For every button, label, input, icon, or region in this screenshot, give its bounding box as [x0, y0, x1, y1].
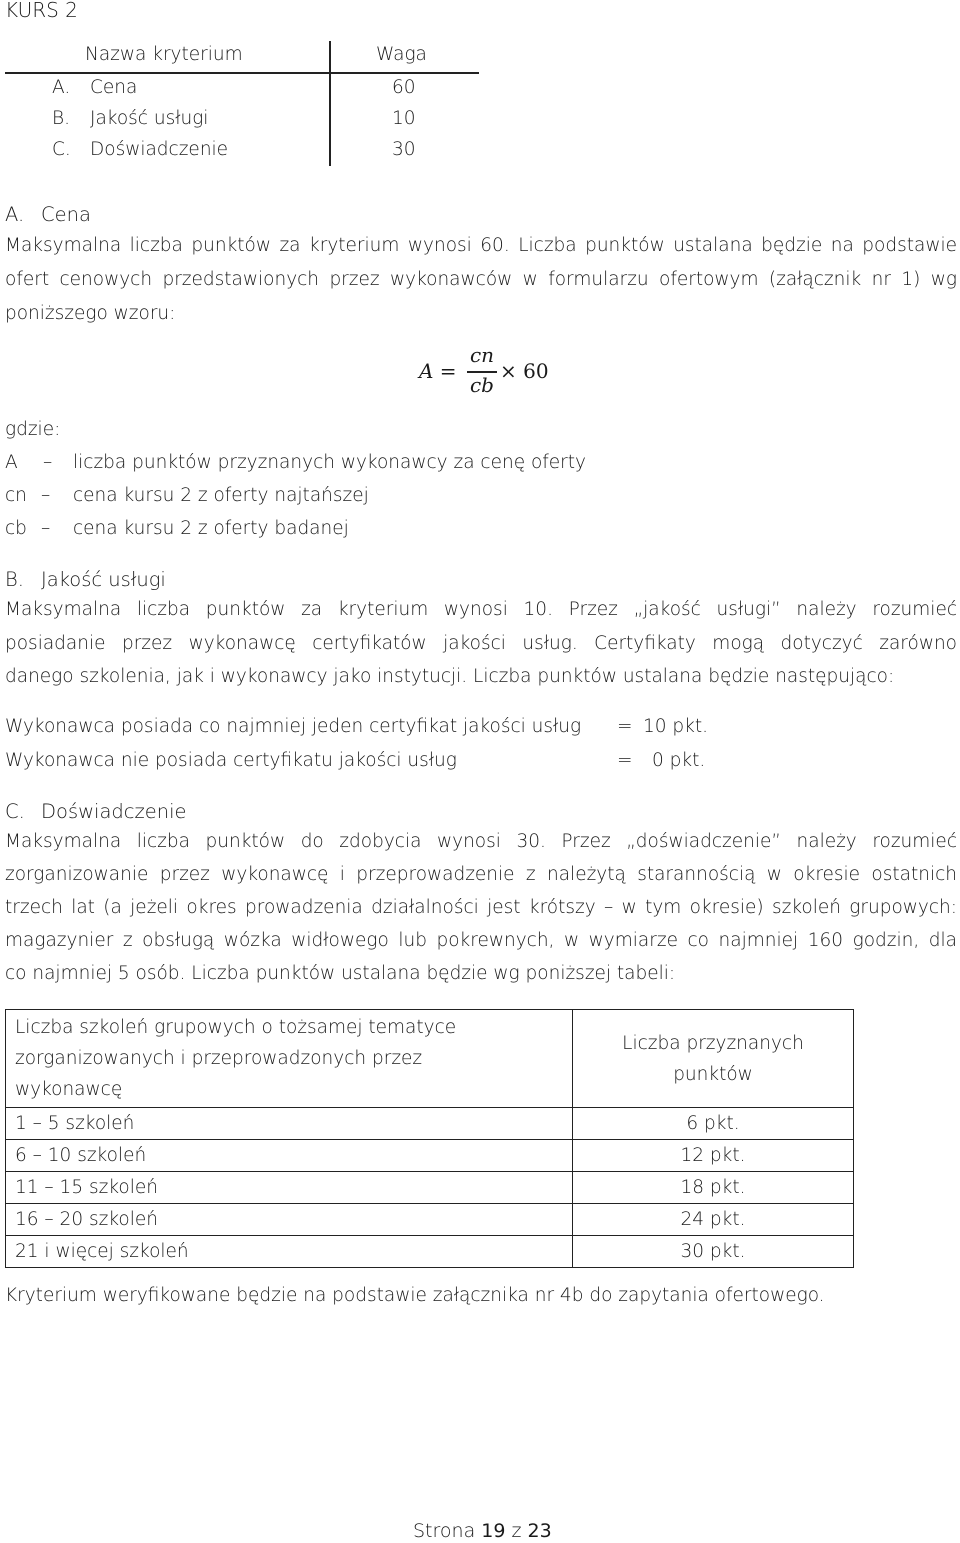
definition-text: cena kursu 2 z oferty najtańszej: [73, 485, 369, 506]
table-header-cell: [6, 1010, 573, 1108]
section-b-paragraph-line: danego szkolenia, jak i wykonawcy jako instytucji. Liczba punktów ustalana będzie następująco:: [5, 666, 895, 687]
criteria-column-divider: [329, 41, 331, 166]
quality-rule-eq: =: [617, 716, 633, 737]
table-row: [6, 1108, 854, 1140]
definition-text: cena kursu 2 z oferty badanej: [73, 518, 349, 539]
definition-dash: –: [41, 485, 51, 506]
page-title: KURS 2: [5, 0, 78, 22]
experience-points-table: [5, 1009, 854, 1268]
table-row: [6, 1140, 854, 1172]
formula-numerator: cn: [469, 343, 495, 367]
definition-symbol: A: [5, 452, 18, 473]
table-header-cell: [573, 1010, 854, 1108]
where-label: gdzie:: [5, 419, 61, 440]
quality-rule-text: Wykonawca posiada co najmniej jeden certyfikat jakości usług: [5, 716, 582, 737]
criteria-row-name: Jakość usługi: [90, 108, 209, 129]
closing-sentence: Kryterium weryfikowane będzie na podstawie załącznika nr 4b do zapytania ofertowego.: [5, 1285, 825, 1306]
formula-denominator: cb: [469, 373, 494, 397]
quality-rule-eq: =: [617, 750, 633, 771]
section-c-title: Doświadczenie: [41, 800, 187, 823]
table-cell-range: 21 i więcej szkoleń: [6, 1236, 573, 1268]
section-b-title: Jakość usługi: [41, 568, 166, 591]
footer-separator: z: [511, 1520, 522, 1542]
table-row: [6, 1236, 854, 1268]
criteria-row-marker: B.: [52, 108, 70, 129]
section-c-marker: C.: [5, 800, 25, 823]
table-header-row: [6, 1010, 854, 1108]
formula-rhs: × 60: [500, 359, 549, 383]
section-a-marker: A.: [5, 203, 25, 226]
table-cell-points: 18 pkt.: [573, 1172, 854, 1204]
criteria-row-marker: C.: [52, 139, 71, 160]
table-header-line: Liczba szkoleń grupowych o tożsamej tematyce: [15, 1017, 457, 1038]
table-cell-points: 30 pkt.: [573, 1236, 854, 1268]
criteria-row-weight: 10: [392, 108, 416, 129]
table-cell-range: 11 – 15 szkoleń: [6, 1172, 573, 1204]
section-c-paragraph-line: magazynier z obsługą wózka widłowego lub pokrewnych, w wymiarze co najmniej 160 godzin, dla: [5, 930, 957, 951]
footer-total-pages: 23: [527, 1520, 552, 1542]
section-a-paragraph-line: ofert cenowych przedstawionych przez wykonawców w formularzu ofertowym (załącznik nr 1) wg: [5, 269, 957, 290]
quality-rule-points: 10 pkt.: [643, 716, 709, 737]
table-cell-points: 12 pkt.: [573, 1140, 854, 1172]
section-a-paragraph-line: poniższego wzoru:: [5, 303, 176, 324]
section-b-marker: B.: [5, 568, 24, 591]
definition-symbol: cn: [5, 485, 27, 506]
section-c-paragraph-line: trzech lat (a jeżeli okres prowadzenia działalności jest krótszy – w tym okresie) szkoleń grupowych:: [5, 897, 957, 918]
table-cell-range: 6 – 10 szkoleń: [6, 1140, 573, 1172]
criteria-row-weight: 30: [392, 139, 416, 160]
definition-symbol: cb: [5, 518, 27, 539]
criteria-col-name-header: Nazwa kryterium: [85, 44, 243, 65]
table-header-line: zorganizowanych i przeprowadzonych przez: [15, 1048, 423, 1069]
table-header-line: Liczba przyznanych: [622, 1032, 804, 1054]
section-c-paragraph-line: co najmniej 5 osób. Liczba punktów ustalana będzie wg poniższej tabeli:: [5, 963, 676, 984]
section-c-paragraph-line: zorganizowanie przez wykonawcę i przeprowadzenie z należytą starannością w okresie ostatnich: [5, 864, 957, 885]
criteria-header-rule: [5, 72, 479, 74]
quality-rule-points: 0 pkt.: [652, 750, 706, 771]
definition-dash: –: [41, 518, 51, 539]
section-b-paragraph-line: posiadanie przez wykonawcę certyfikatów jakości usług. Certyfikaty mogą dotyczyć zarówno: [5, 633, 957, 654]
section-a-title: Cena: [41, 203, 91, 226]
footer-current-page: 19: [481, 1520, 506, 1542]
table-row: [6, 1204, 854, 1236]
formula-lhs: A =: [419, 359, 457, 383]
criteria-row-name: Cena: [90, 77, 138, 98]
definition-dash: –: [43, 452, 53, 473]
criteria-col-weight-header: Waga: [376, 44, 427, 65]
page-footer: [413, 1520, 552, 1542]
table-cell-range: 1 – 5 szkoleń: [6, 1108, 573, 1140]
section-c-paragraph-line: Maksymalna liczba punktów do zdobycia wynosi 30. Przez „doświadczenie” należy rozumieć: [5, 831, 957, 852]
table-header-line: wykonawcę: [15, 1079, 123, 1100]
criteria-row-name: Doświadczenie: [90, 139, 229, 160]
table-cell-points: 24 pkt.: [573, 1204, 854, 1236]
definition-text: liczba punktów przyznanych wykonawcy za cenę oferty: [73, 452, 586, 473]
criteria-row-marker: A.: [52, 77, 71, 98]
section-b-paragraph-line: Maksymalna liczba punktów za kryterium wynosi 10. Przez „jakość usługi” należy rozumieć: [5, 599, 957, 620]
table-row: [6, 1172, 854, 1204]
quality-rule-text: Wykonawca nie posiada certyfikatu jakości usług: [5, 750, 457, 771]
table-header-line: punktów: [673, 1063, 753, 1085]
section-a-paragraph-line: Maksymalna liczba punktów za kryterium wynosi 60. Liczba punktów ustalana będzie na podstawie: [5, 235, 957, 256]
footer-prefix: Strona: [413, 1520, 476, 1542]
criteria-row-weight: 60: [392, 77, 416, 98]
table-cell-points: 6 pkt.: [573, 1108, 854, 1140]
table-cell-range: 16 – 20 szkoleń: [6, 1204, 573, 1236]
